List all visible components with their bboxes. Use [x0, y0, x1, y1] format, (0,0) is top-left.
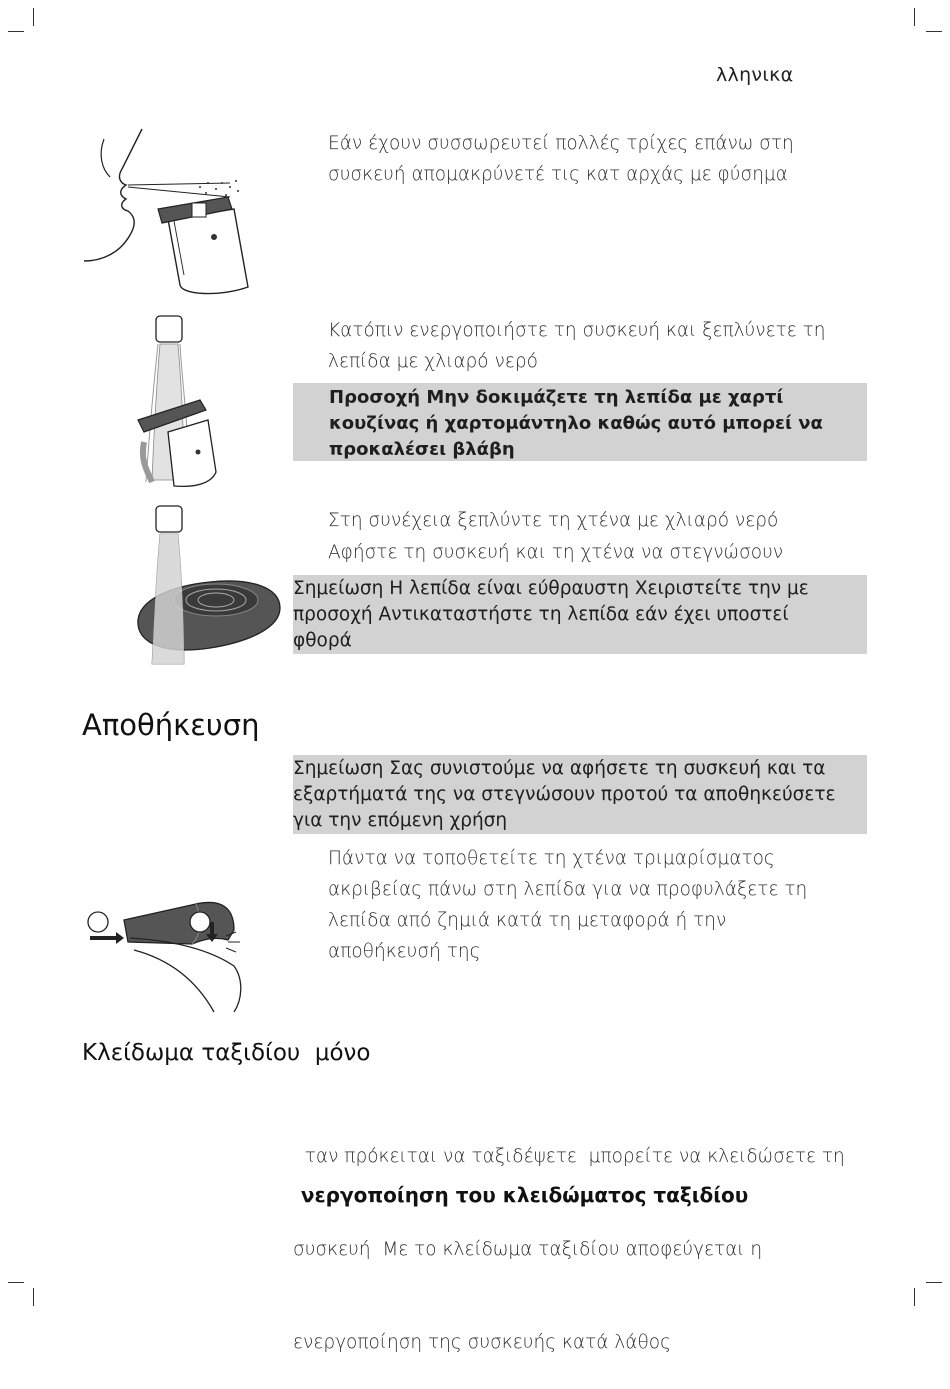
rinse-comb-illustration — [130, 500, 290, 670]
crop-mark — [914, 1288, 915, 1306]
travel-lock-heading: Κλείδωμα ταξιδίου μόνο — [82, 1040, 371, 1066]
step-text-rinse-comb: Στη συνέχεια ξεπλύντε τη χτένα με χλιαρό νερό — [328, 510, 779, 531]
crop-mark — [33, 1288, 34, 1306]
step-text-dry: Αφήστε τη συσκευή και τη χτένα να στεγνώσουν — [328, 542, 784, 563]
storage-text: Πάντα να τοποθετείτε τη χτένα τριμαρίσματος ακριβείας πάνω στη λεπίδα για να προφυλάξετε τη λεπίδα από ζημιά κατά τη μεταφορά ή την αποθήκευσή της — [328, 848, 808, 962]
rinse-blade-illustration — [128, 312, 228, 487]
travel-lock-text: ταν πρόκειται να ταξιδέψετε μπορείτε να κλειδώσετε τη συσκευή Με το κλείδωμα ταξιδίου αποφεύγεται η ενεργοποίηση της συσκευής κατά λάθος — [293, 1146, 845, 1353]
note-blade-box: Σημείωση Η λεπίδα είναι εύθραυστη Χειριστείτε την με προσοχή Αντικαταστήστε τη λεπίδα εάν έχει υποστεί φθορά — [293, 575, 867, 654]
caution-box: Προσοχή Μην δοκιμάζετε τη λεπίδα με χαρτί κουζίνας ή χαρτομάντηλο καθώς αυτό μπορεί να προκαλέσει βλάβη — [293, 383, 867, 461]
blow-hairs-illustration — [80, 125, 260, 300]
crop-mark — [8, 1282, 24, 1283]
crop-mark — [33, 8, 34, 26]
step-text-rinse-blade: Κατόπιν ενεργοποιήστε τη συσκευή και ξεπλύνετε τη λεπίδα με χλιαρό νερό — [328, 320, 826, 372]
travel-lock-subheading: νεργοποίηση του κλειδώματος ταξιδίου — [287, 1183, 749, 1207]
crop-mark — [8, 31, 24, 32]
storage-heading: Αποθήκευση — [82, 708, 260, 742]
crop-mark — [914, 8, 915, 26]
crop-mark — [926, 31, 942, 32]
attach-comb-illustration — [84, 880, 254, 1015]
page-language-header: λληνικα — [716, 64, 794, 86]
crop-mark — [926, 1282, 942, 1283]
step-text-blow: Εάν έχουν συσσωρευτεί πολλές τρίχες επάνω στη συσκευή απομακρύνετέ τις κατ αρχάς με φύσημα — [328, 133, 794, 185]
storage-note-box: Σημείωση Σας συνιστούμε να αφήσετε τη συσκευή και τα εξαρτήματά της να στεγνώσουν προτού τα αποθηκεύσετε για την επόμενη χρήση — [293, 755, 867, 834]
